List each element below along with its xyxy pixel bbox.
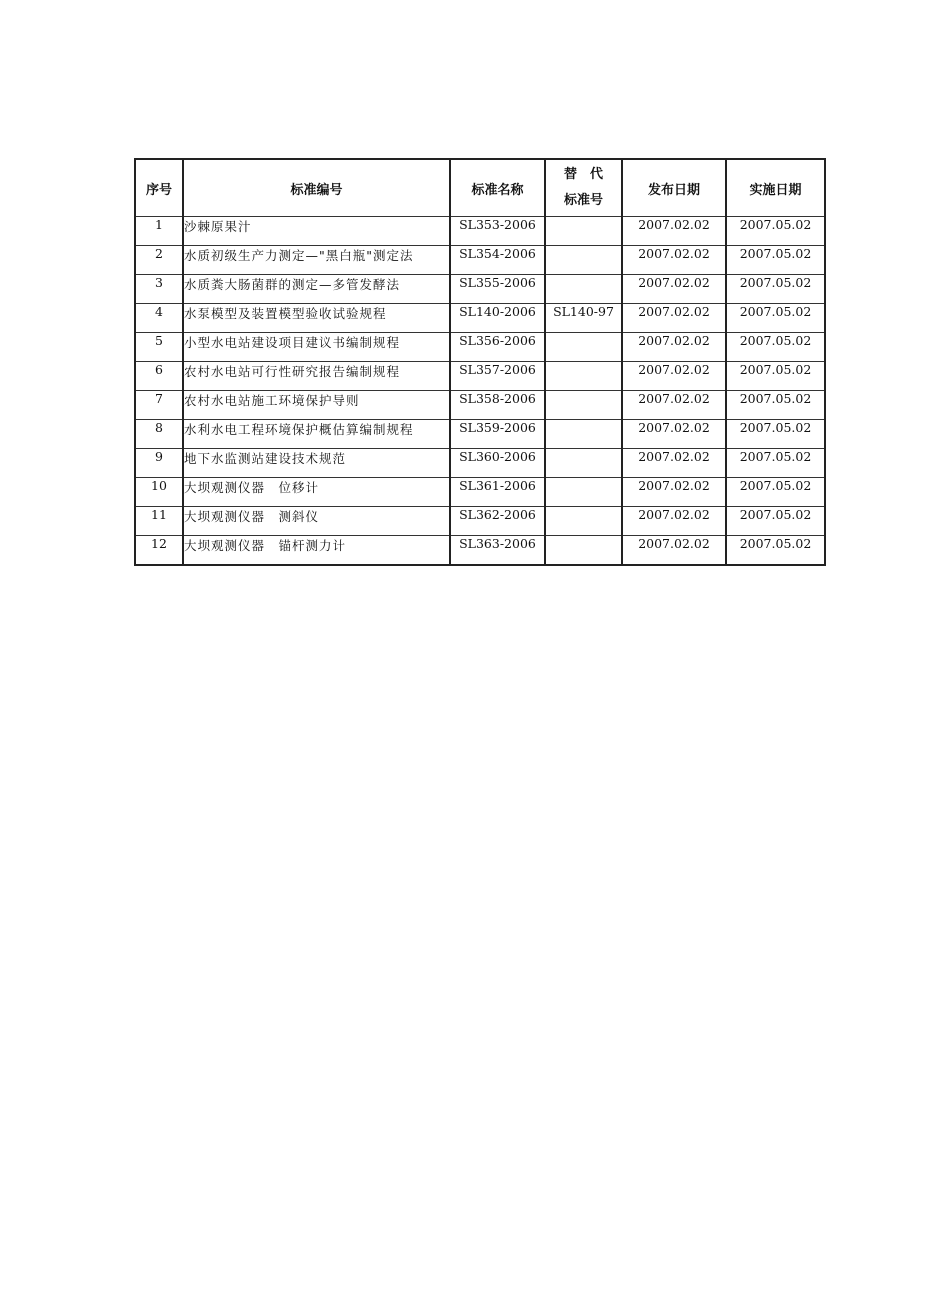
header-replaced-line1: 替 代 [563,167,603,182]
effective-date: 2007.05.02 [726,217,825,246]
table-row [135,333,825,362]
table-row [135,304,825,333]
row-number: 7 [135,391,183,420]
table-header-row [135,159,825,217]
effective-date: 2007.05.02 [726,246,825,275]
table-row [135,449,825,478]
issue-date: 2007.02.02 [622,420,726,449]
table-row [135,536,825,566]
issue-date: 2007.02.02 [622,333,726,362]
row-number: 6 [135,362,183,391]
table-row [135,420,825,449]
header-replaced-line2: 标准号 [563,193,603,208]
header-no: 序号 [135,159,183,217]
effective-date: 2007.05.02 [726,507,825,536]
standard-title: 农村水电站可行性研究报告编制规程 [183,362,450,391]
standard-code: SL358-2006 [450,391,545,420]
issue-date: 2007.02.02 [622,391,726,420]
row-number: 5 [135,333,183,362]
header-effective-date: 实施日期 [726,159,825,217]
effective-date: 2007.05.02 [726,275,825,304]
replaced-standard [545,478,622,507]
header-standard-name: 标准名称 [450,159,545,217]
issue-date: 2007.02.02 [622,362,726,391]
standard-title: 沙棘原果汁 [183,217,450,246]
replaced-standard [545,333,622,362]
standard-code: SL353-2006 [450,217,545,246]
effective-date: 2007.05.02 [726,362,825,391]
header-issue-date: 发布日期 [622,159,726,217]
row-number: 2 [135,246,183,275]
table-row [135,478,825,507]
replaced-standard [545,449,622,478]
issue-date: 2007.02.02 [622,217,726,246]
issue-date: 2007.02.02 [622,507,726,536]
replaced-standard [545,391,622,420]
row-number: 12 [135,536,183,566]
effective-date: 2007.05.02 [726,449,825,478]
standard-code: SL140-2006 [450,304,545,333]
header-replaced-standard [545,159,622,217]
standard-title: 大坝观测仪器 测斜仪 [183,507,450,536]
standard-title: 大坝观测仪器 位移计 [183,478,450,507]
header-standard-code: 标准编号 [183,159,450,217]
replaced-standard [545,275,622,304]
replaced-standard [545,246,622,275]
replaced-standard [545,536,622,566]
table-row [135,246,825,275]
standards-table [134,158,826,566]
table-row [135,362,825,391]
standard-title: 大坝观测仪器 锚杆测力计 [183,536,450,566]
effective-date: 2007.05.02 [726,536,825,566]
replaced-standard [545,420,622,449]
effective-date: 2007.05.02 [726,333,825,362]
issue-date: 2007.02.02 [622,246,726,275]
effective-date: 2007.05.02 [726,478,825,507]
standard-title: 地下水监测站建设技术规范 [183,449,450,478]
standard-title: 农村水电站施工环境保护导则 [183,391,450,420]
row-number: 1 [135,217,183,246]
replaced-standard: SL140-97 [545,304,622,333]
standard-title: 水泵模型及装置模型验收试验规程 [183,304,450,333]
issue-date: 2007.02.02 [622,304,726,333]
standard-code: SL361-2006 [450,478,545,507]
table-row [135,275,825,304]
standard-code: SL357-2006 [450,362,545,391]
row-number: 4 [135,304,183,333]
row-number: 9 [135,449,183,478]
issue-date: 2007.02.02 [622,275,726,304]
standard-code: SL355-2006 [450,275,545,304]
row-number: 11 [135,507,183,536]
effective-date: 2007.05.02 [726,304,825,333]
row-number: 3 [135,275,183,304]
table-body [135,217,825,566]
standard-title: 小型水电站建设项目建议书编制规程 [183,333,450,362]
row-number: 10 [135,478,183,507]
standard-code: SL362-2006 [450,507,545,536]
standard-code: SL356-2006 [450,333,545,362]
replaced-standard [545,217,622,246]
issue-date: 2007.02.02 [622,449,726,478]
table-row [135,391,825,420]
standard-code: SL363-2006 [450,536,545,566]
table-row [135,507,825,536]
effective-date: 2007.05.02 [726,391,825,420]
effective-date: 2007.05.02 [726,420,825,449]
header-replaced-stack [546,162,621,214]
standard-code: SL359-2006 [450,420,545,449]
standard-title: 水质粪大肠菌群的测定—多管发酵法 [183,275,450,304]
replaced-standard [545,507,622,536]
replaced-standard [545,362,622,391]
row-number: 8 [135,420,183,449]
standard-title: 水质初级生产力测定—"黑白瓶"测定法 [183,246,450,275]
issue-date: 2007.02.02 [622,478,726,507]
standard-code: SL354-2006 [450,246,545,275]
standard-code: SL360-2006 [450,449,545,478]
table-row [135,217,825,246]
standard-title: 水利水电工程环境保护概估算编制规程 [183,420,450,449]
issue-date: 2007.02.02 [622,536,726,566]
